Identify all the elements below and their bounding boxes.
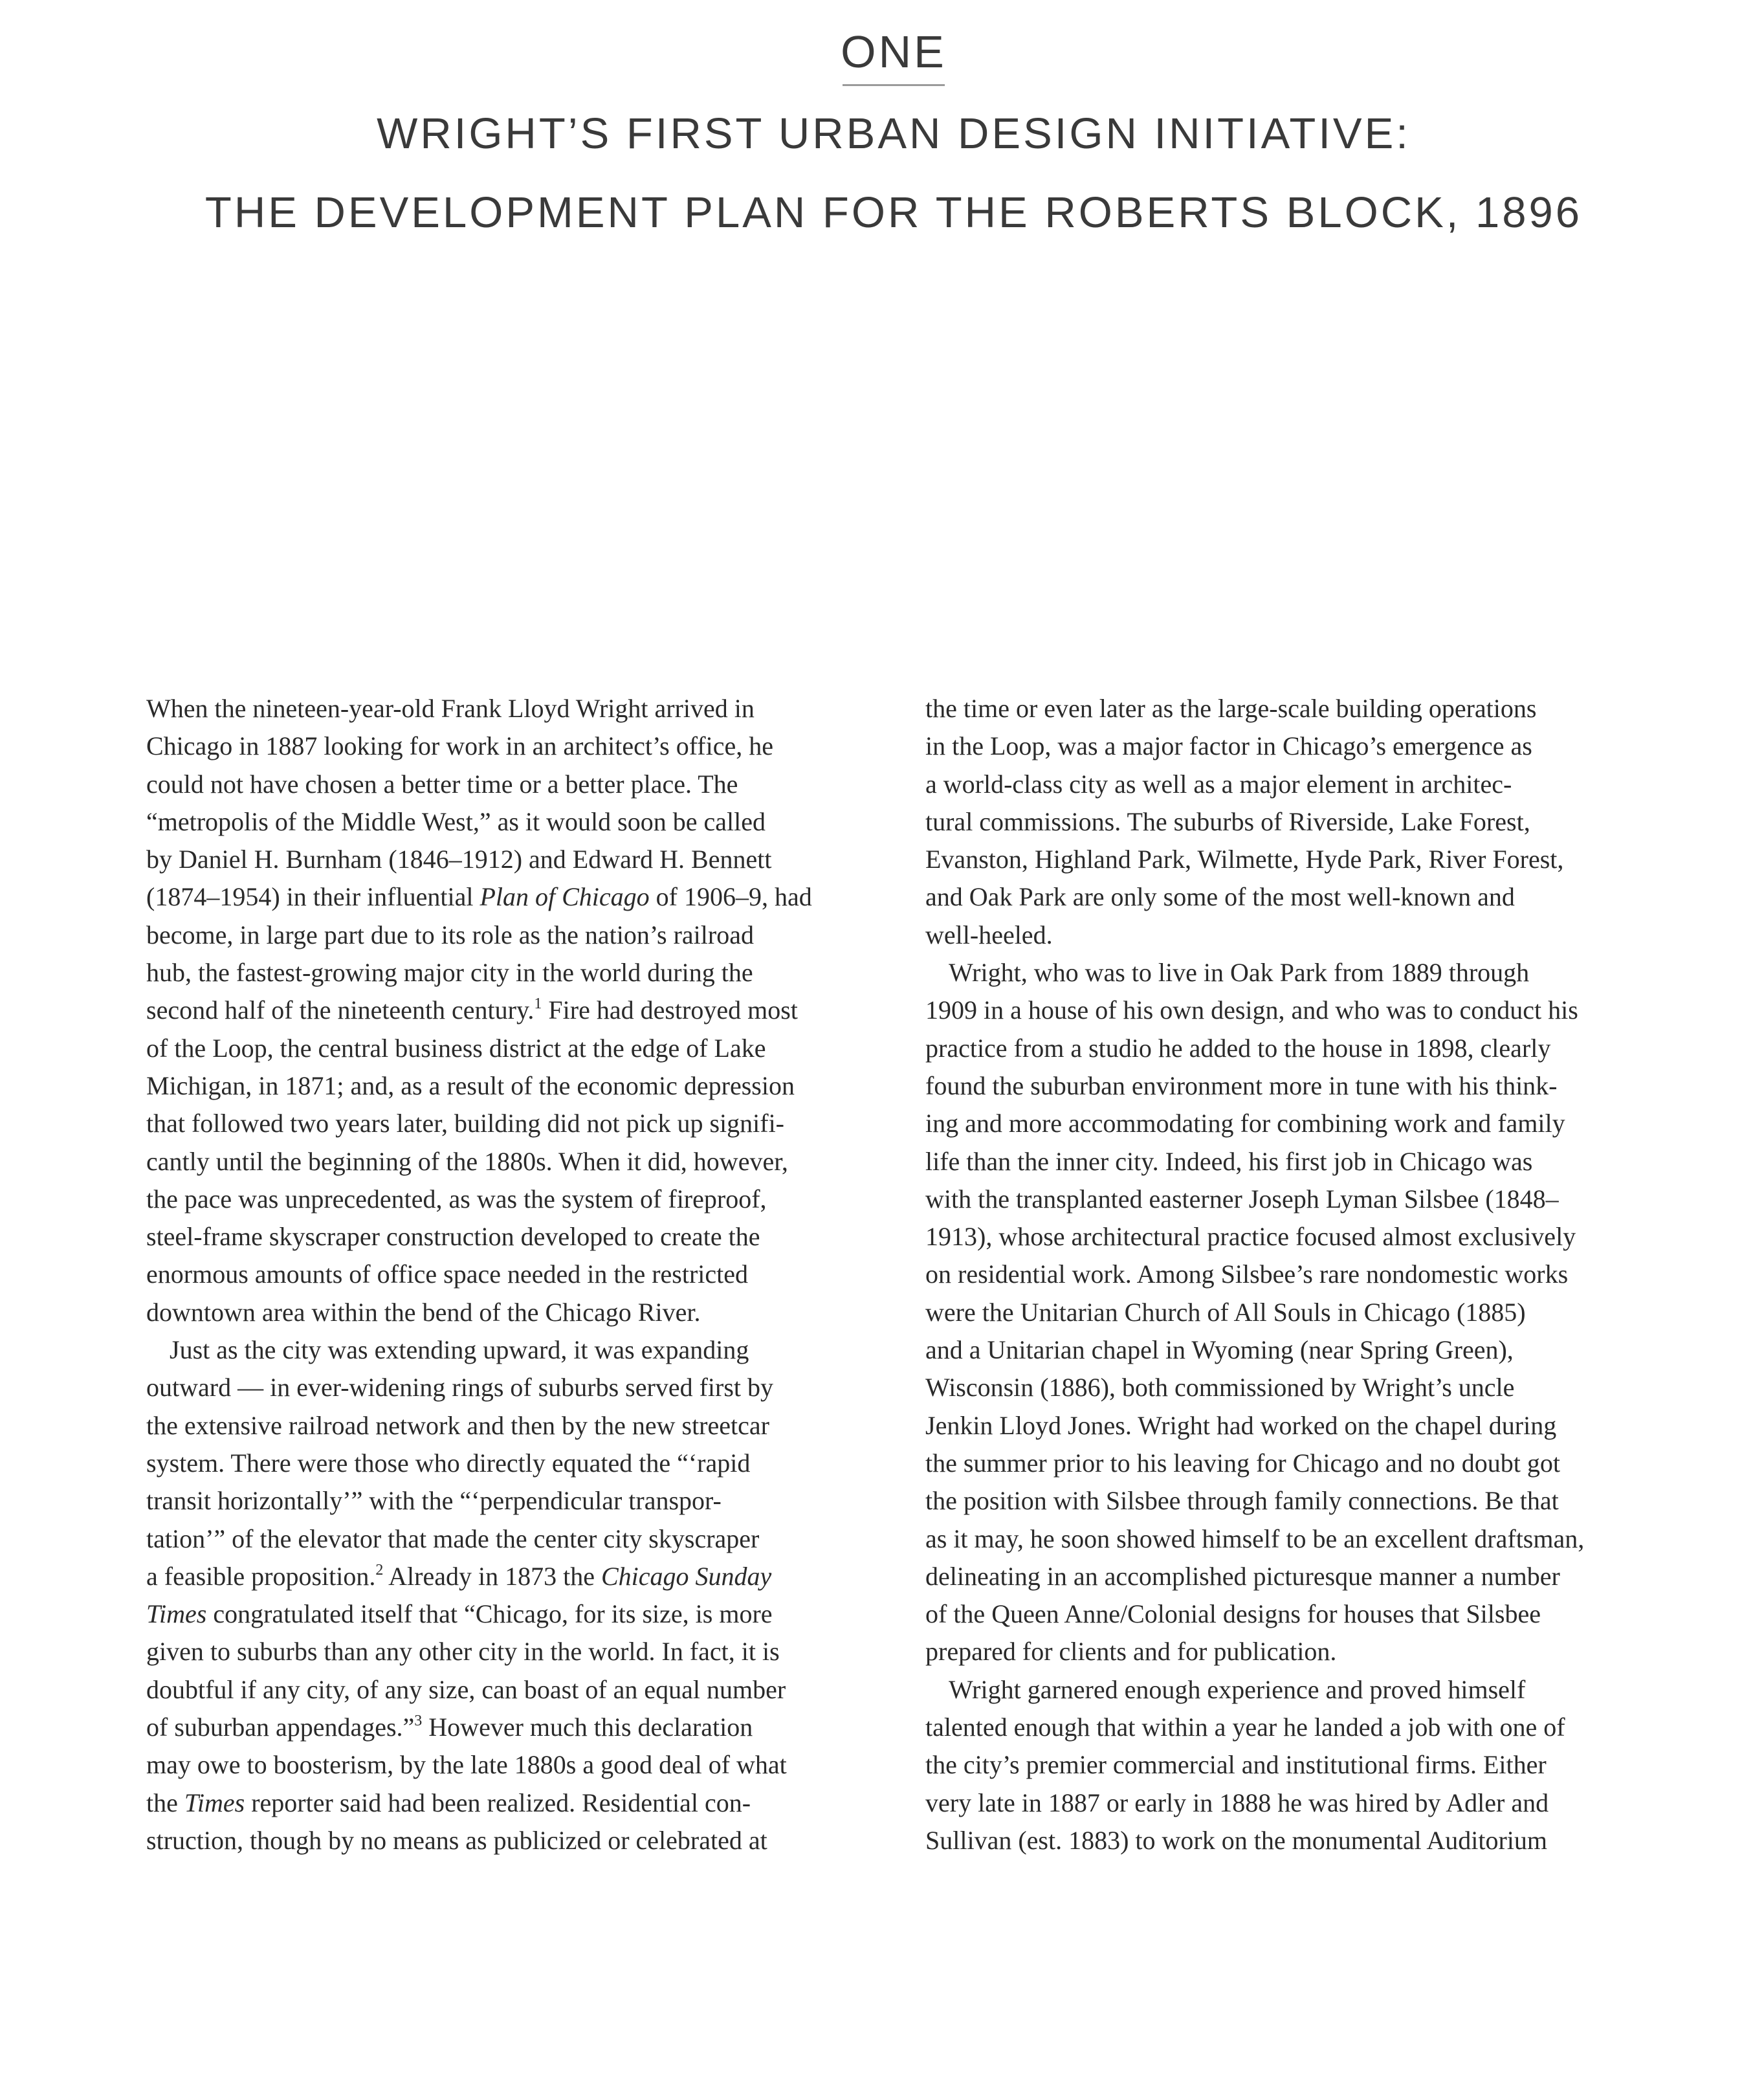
italic-text: Chicago Sunday (601, 1561, 772, 1591)
chapter-title-line-1: WRIGHT’S FIRST URBAN DESIGN INITIATIVE: (377, 109, 1411, 158)
text-segment: and a Unitarian chapel in Wyoming (near Spring Green), (925, 1335, 1514, 1365)
text-segment: Wright, who was to live in Oak Park from 1889 through (949, 958, 1530, 988)
text-line (925, 1218, 1663, 1256)
text-segment: of suburban appendages.” (146, 1713, 415, 1742)
text-line (146, 1445, 871, 1482)
text-segment: the (146, 1788, 184, 1817)
text-segment: that followed two years later, building did not pick up signifi- (146, 1109, 784, 1138)
chapter-rule (843, 84, 945, 86)
text-segment: well-heeled. (925, 920, 1053, 949)
text-line (925, 1595, 1663, 1633)
text-segment: may owe to boosterism, by the late 1880s a good deal of what (146, 1750, 787, 1780)
text-segment: as it may, he soon showed himself to be an excellent draftsman, (925, 1524, 1585, 1553)
text-line (925, 1181, 1663, 1218)
text-segment: congratulated itself that “Chicago, for its size, is more (206, 1599, 773, 1629)
text-segment: cantly until the beginning of the 1880s. When it did, however, (146, 1146, 788, 1176)
text-line (925, 916, 1663, 954)
text-segment: “metropolis of the Middle West,” as it would soon be called (146, 806, 766, 836)
text-segment: could not have chosen a better time or a better place. The (146, 769, 738, 799)
text-line (925, 766, 1663, 803)
text-line (146, 1709, 871, 1746)
text-line (925, 1369, 1663, 1406)
text-segment: Wright garnered enough experience and proved himself (949, 1674, 1526, 1704)
text-segment: However much this declaration (422, 1713, 753, 1742)
text-segment: life than the inner city. Indeed, his first job in Chicago was (925, 1146, 1533, 1176)
text-line (146, 1822, 871, 1859)
text-segment: the city’s premier commercial and institutional firms. Either (925, 1750, 1547, 1780)
text-line (146, 878, 871, 916)
text-segment: become, in large part due to its role as the nation’s railroad (146, 920, 754, 949)
text-segment: enormous amounts of office space needed in the restricted (146, 1259, 749, 1289)
text-line (146, 1482, 871, 1520)
text-line (925, 954, 1663, 992)
text-line (925, 803, 1663, 841)
chapter-title-line-2: THE DEVELOPMENT PLAN FOR THE ROBERTS BLOCK, 1896 (204, 188, 1583, 237)
text-segment: talented enough that within a year he landed a job with one of (925, 1713, 1565, 1742)
text-segment: 1913), whose architectural practice focused almost exclusively (925, 1222, 1576, 1252)
text-segment: of 1906–9, had (649, 882, 812, 912)
italic-text: Plan of Chicago (480, 882, 650, 912)
text-line (146, 1520, 871, 1558)
text-line (925, 690, 1663, 727)
text-line (146, 841, 871, 878)
text-segment: the extensive railroad network and then by the new streetcar (146, 1410, 769, 1440)
text-segment: and Oak Park are only some of the most well-known and (925, 882, 1515, 912)
text-line (925, 1633, 1663, 1670)
text-line (925, 1709, 1663, 1746)
text-line (146, 1105, 871, 1142)
text-line (146, 1067, 871, 1105)
italic-text: Times (184, 1788, 245, 1817)
text-line (146, 1143, 871, 1181)
text-line (925, 1294, 1663, 1331)
text-line (146, 803, 871, 841)
text-segment: 1909 in a house of his own design, and who was to conduct his (925, 995, 1578, 1025)
text-segment: the time or even later as the large-scale building operations (925, 694, 1537, 723)
text-line (146, 727, 871, 765)
text-line (925, 1520, 1663, 1558)
text-line (925, 1671, 1663, 1709)
text-segment: practice from a studio he added to the house in 1898, clearly (925, 1033, 1551, 1063)
text-segment: Wisconsin (1886), both commissioned by Wright’s uncle (925, 1373, 1515, 1402)
chapter-number: ONE (841, 27, 947, 77)
text-line (146, 766, 871, 803)
text-segment: the position with Silsbee through family connections. Be that (925, 1486, 1559, 1516)
text-line (146, 1784, 871, 1822)
text-segment: a world-class city as well as a major element in architec- (925, 769, 1512, 799)
text-segment: reporter said had been realized. Residential con- (245, 1788, 751, 1817)
text-segment: delineating in an accomplished picturesque manner a number (925, 1561, 1560, 1591)
text-segment: Jenkin Lloyd Jones. Wright had worked on the chapel during (925, 1410, 1557, 1440)
text-segment: the summer prior to his leaving for Chicago and no doubt got (925, 1448, 1560, 1478)
text-segment: by Daniel H. Burnham (1846–1912) and Edward H. Bennett (146, 845, 772, 874)
text-segment: a feasible proposition. (146, 1561, 376, 1591)
text-line (925, 1784, 1663, 1822)
text-segment: Just as the city was extending upward, it was expanding (170, 1335, 749, 1365)
text-line (925, 878, 1663, 916)
text-line (925, 1407, 1663, 1445)
text-line (146, 1558, 871, 1595)
text-segment: were the Unitarian Church of All Souls in Chicago (1885) (925, 1297, 1526, 1327)
text-segment: of the Loop, the central business district at the edge of Lake (146, 1033, 766, 1063)
text-segment: struction, though by no means as publicized or celebrated at (146, 1825, 767, 1855)
text-line (146, 1407, 871, 1445)
text-segment: with the transplanted easterner Joseph Lyman Silsbee (1848– (925, 1184, 1559, 1214)
text-segment: given to suburbs than any other city in the world. In fact, it is (146, 1637, 780, 1667)
text-line (146, 1294, 871, 1331)
text-line (925, 1105, 1663, 1142)
text-line (925, 1746, 1663, 1784)
text-line (146, 1633, 871, 1670)
text-line (925, 727, 1663, 765)
text-segment: downtown area within the bend of the Chicago River. (146, 1297, 701, 1327)
text-segment: in the Loop, was a major factor in Chicago’s emergence as (925, 731, 1532, 761)
text-line (925, 1256, 1663, 1293)
text-line (925, 1445, 1663, 1482)
text-segment: second half of the nineteenth century. (146, 995, 535, 1025)
text-line (146, 1746, 871, 1784)
text-line (925, 1822, 1663, 1859)
text-segment: ing and more accommodating for combining work and family (925, 1109, 1565, 1138)
text-segment: on residential work. Among Silsbee’s rare nondomestic works (925, 1259, 1569, 1289)
text-line (146, 1671, 871, 1709)
text-segment: Fire had destroyed most (542, 995, 798, 1025)
text-line (925, 1143, 1663, 1181)
text-segment: hub, the fastest-growing major city in the world during the (146, 958, 753, 988)
text-segment: Michigan, in 1871; and, as a result of the economic depression (146, 1070, 795, 1100)
body-column-right (925, 690, 1663, 1859)
text-line (146, 1256, 871, 1293)
text-segment: Sullivan (est. 1883) to work on the monumental Auditorium (925, 1825, 1548, 1855)
text-segment: the pace was unprecedented, as was the system of fireproof, (146, 1184, 767, 1214)
text-segment: transit horizontally’” with the “‘perpendicular transpor- (146, 1486, 722, 1516)
text-line (925, 1331, 1663, 1369)
body-column-left (146, 690, 871, 1859)
text-line (146, 916, 871, 954)
text-segment: (1874–1954) in their influential (146, 882, 480, 912)
text-segment: tural commissions. The suburbs of Riverside, Lake Forest, (925, 806, 1530, 836)
text-segment: Already in 1873 the (383, 1561, 601, 1591)
text-line (925, 992, 1663, 1029)
text-line (146, 1595, 871, 1633)
text-line (925, 1030, 1663, 1067)
text-segment: system. There were those who directly equated the “‘rapid (146, 1448, 751, 1478)
text-line (146, 1181, 871, 1218)
footnote-ref: 2 (375, 1561, 384, 1579)
text-segment: found the suburban environment more in tune with his think- (925, 1070, 1558, 1100)
text-line (146, 992, 871, 1029)
text-line (146, 1218, 871, 1256)
text-segment: prepared for clients and for publication. (925, 1637, 1337, 1667)
footnote-ref: 1 (534, 995, 542, 1013)
text-segment: tation’” of the elevator that made the center city skyscraper (146, 1524, 760, 1553)
text-segment: doubtful if any city, of any size, can boast of an equal number (146, 1674, 786, 1704)
text-line (925, 1482, 1663, 1520)
italic-text: Times (146, 1599, 207, 1629)
text-line (146, 690, 871, 727)
text-line (146, 954, 871, 992)
text-line (925, 841, 1663, 878)
text-line (925, 1558, 1663, 1595)
text-segment: steel-frame skyscraper construction developed to create the (146, 1222, 760, 1252)
text-line (925, 1067, 1663, 1105)
footnote-ref: 3 (414, 1713, 423, 1730)
text-segment: Chicago in 1887 looking for work in an architect’s office, he (146, 731, 774, 761)
text-line (146, 1030, 871, 1067)
text-segment: outward — in ever-widening rings of suburbs served first by (146, 1373, 774, 1402)
text-line (146, 1331, 871, 1369)
text-segment: Evanston, Highland Park, Wilmette, Hyde Park, River Forest, (925, 845, 1564, 874)
text-segment: very late in 1887 or early in 1888 he was hired by Adler and (925, 1788, 1549, 1817)
text-line (146, 1369, 871, 1406)
text-segment: When the nineteen-year-old Frank Lloyd Wright arrived in (146, 694, 755, 723)
text-segment: of the Queen Anne/Colonial designs for houses that Silsbee (925, 1599, 1541, 1629)
